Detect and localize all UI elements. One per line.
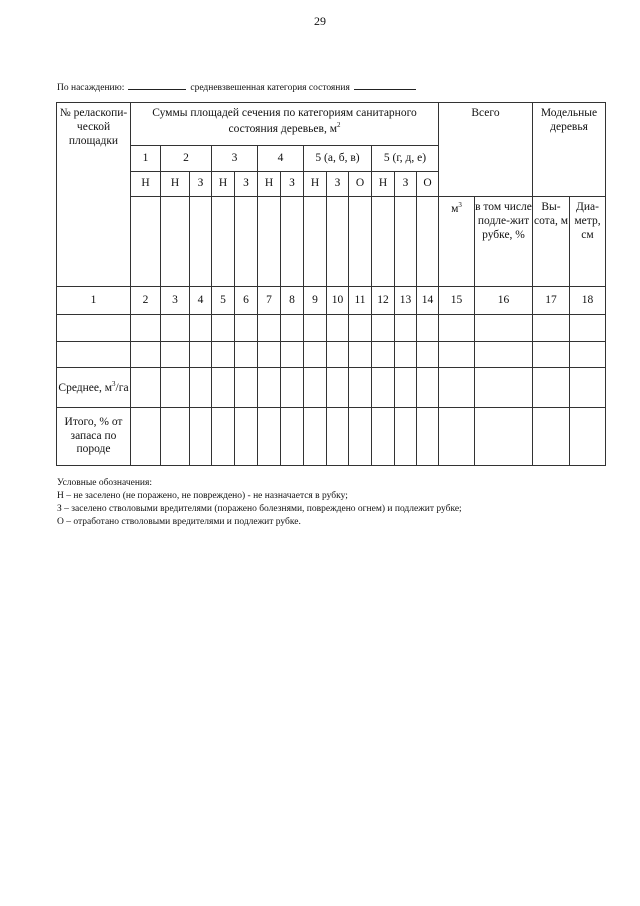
page-number: 29 — [314, 14, 326, 28]
subcode-cell: З — [395, 172, 417, 197]
data-cell — [57, 342, 131, 368]
subcode-cell: Н — [372, 172, 395, 197]
legend — [57, 477, 462, 529]
data-cell — [212, 342, 235, 368]
data-cell — [439, 408, 475, 466]
row-total: Итого, % от запаса по породе — [57, 408, 131, 466]
data-cell — [131, 368, 161, 408]
data-cell — [161, 368, 190, 408]
data-cell — [533, 408, 570, 466]
data-cell — [349, 342, 372, 368]
blank-field — [354, 81, 416, 90]
data-cell — [570, 315, 606, 342]
data-cell — [304, 408, 327, 466]
data-cell — [327, 408, 349, 466]
data-cell — [475, 368, 533, 408]
data-cell — [417, 408, 439, 466]
subcode-spacer — [349, 197, 372, 287]
col-number: 11 — [349, 287, 372, 315]
col-number: 5 — [212, 287, 235, 315]
data-cell — [304, 315, 327, 342]
col-number: 13 — [395, 287, 417, 315]
col-number: 14 — [417, 287, 439, 315]
intro-middle: средневзвешенная категория состояния — [190, 83, 350, 93]
subcode-spacer — [258, 197, 281, 287]
data-cell — [258, 342, 281, 368]
header-model-trees: Модельные деревья — [533, 103, 606, 197]
data-cell — [533, 315, 570, 342]
category-cell: 2 — [161, 146, 212, 172]
subcode-spacer — [395, 197, 417, 287]
col-number: 2 — [131, 287, 161, 315]
subcode-spacer — [304, 197, 327, 287]
data-cell — [439, 368, 475, 408]
data-cell — [475, 342, 533, 368]
data-cell — [395, 408, 417, 466]
col-number: 1 — [57, 287, 131, 315]
data-cell — [475, 408, 533, 466]
data-cell — [235, 368, 258, 408]
data-cell — [372, 408, 395, 466]
data-cell — [131, 408, 161, 466]
header-plot-number: № реласкопи-ческой площадки — [57, 103, 131, 287]
subcode-spacer — [281, 197, 304, 287]
blank-field — [128, 81, 186, 90]
subcode-spacer — [235, 197, 258, 287]
data-cell — [161, 315, 190, 342]
subcode-spacer — [161, 197, 190, 287]
subcode-cell: Н — [131, 172, 161, 197]
category-cell: 5 (г, д, е) — [372, 146, 439, 172]
row-average — [57, 368, 131, 408]
data-cell — [258, 315, 281, 342]
col-number: 12 — [372, 287, 395, 315]
header-m3-text: м — [451, 202, 459, 215]
data-cell — [281, 408, 304, 466]
col-number: 8 — [281, 287, 304, 315]
data-cell — [395, 315, 417, 342]
col-number: 7 — [258, 287, 281, 315]
subcode-cell: О — [349, 172, 372, 197]
category-cell: 4 — [258, 146, 304, 172]
col-number: 16 — [475, 287, 533, 315]
header-total: Всего — [439, 103, 533, 197]
subcode-cell: Н — [161, 172, 190, 197]
subcode-cell: З — [190, 172, 212, 197]
data-cell — [281, 342, 304, 368]
col-number: 18 — [570, 287, 606, 315]
row-average-text: Среднее, м — [58, 381, 113, 394]
category-cell: 5 (а, б, в) — [304, 146, 372, 172]
data-cell — [161, 342, 190, 368]
data-cell — [258, 408, 281, 466]
data-cell — [395, 368, 417, 408]
intro-prefix: По насаждению: — [57, 83, 125, 93]
data-cell — [439, 315, 475, 342]
data-cell — [372, 315, 395, 342]
data-cell — [395, 342, 417, 368]
data-cell — [57, 315, 131, 342]
legend-title: Условные обозначения: — [57, 478, 153, 488]
col-number: 9 — [304, 287, 327, 315]
data-cell — [327, 368, 349, 408]
data-cell — [161, 408, 190, 466]
subcode-cell: З — [235, 172, 258, 197]
subcode-spacer — [327, 197, 349, 287]
header-sums — [131, 103, 439, 146]
intro-line — [57, 81, 416, 93]
data-cell — [304, 342, 327, 368]
header-height: Вы-сота, м — [533, 197, 570, 287]
data-cell — [570, 342, 606, 368]
subcode-spacer — [417, 197, 439, 287]
data-cell — [570, 408, 606, 466]
subcode-spacer — [190, 197, 212, 287]
col-number: 4 — [190, 287, 212, 315]
header-m3 — [439, 197, 475, 287]
data-cell — [533, 368, 570, 408]
col-number: 3 — [161, 287, 190, 315]
subcode-cell: Н — [212, 172, 235, 197]
data-cell — [235, 408, 258, 466]
data-cell — [417, 315, 439, 342]
subcode-cell: З — [281, 172, 304, 197]
legend-item: О – отработано стволовыми вредителями и подлежит рубке. — [57, 517, 301, 528]
col-number: 10 — [327, 287, 349, 315]
data-cell — [212, 368, 235, 408]
row-average-sup: 3 — [112, 379, 116, 388]
data-cell — [190, 368, 212, 408]
col-number: 15 — [439, 287, 475, 315]
data-cell — [190, 408, 212, 466]
subcode-cell: З — [327, 172, 349, 197]
category-cell: 1 — [131, 146, 161, 172]
data-cell — [131, 342, 161, 368]
data-cell — [212, 315, 235, 342]
data-cell — [281, 315, 304, 342]
data-cell — [235, 342, 258, 368]
col-number: 6 — [235, 287, 258, 315]
data-cell — [258, 368, 281, 408]
legend-item: З – заселено стволовыми вредителями (поражено болезнями, повреждено огнем) и подлежит рубке; — [57, 504, 462, 515]
header-sums-text: Суммы площадей сечения по категориям санитарного состояния деревьев, м — [152, 107, 417, 135]
data-cell — [190, 315, 212, 342]
data-cell — [281, 368, 304, 408]
data-cell — [417, 368, 439, 408]
data-cell — [417, 342, 439, 368]
data-cell — [327, 315, 349, 342]
col-number: 17 — [533, 287, 570, 315]
data-cell — [349, 408, 372, 466]
category-cell: 3 — [212, 146, 258, 172]
data-cell — [235, 315, 258, 342]
subcode-cell: Н — [304, 172, 327, 197]
data-cell — [349, 315, 372, 342]
data-cell — [439, 342, 475, 368]
data-cell — [570, 368, 606, 408]
subcode-spacer — [212, 197, 235, 287]
subcode-cell: Н — [258, 172, 281, 197]
data-cell — [475, 315, 533, 342]
header-diameter: Диа-метр, см — [570, 197, 606, 287]
data-cell — [131, 315, 161, 342]
subcode-spacer — [372, 197, 395, 287]
data-cell — [304, 368, 327, 408]
data-table — [56, 102, 606, 466]
header-sums-sup: 2 — [336, 120, 341, 129]
subcode-spacer — [131, 197, 161, 287]
header-incl-felling: в том числе подле-жит рубке, % — [475, 197, 533, 287]
data-cell — [190, 342, 212, 368]
legend-item: Н – не заселено (не поражено, не повреждено) - не назначается в рубку; — [57, 491, 348, 502]
data-cell — [349, 368, 372, 408]
data-cell — [212, 408, 235, 466]
data-cell — [533, 342, 570, 368]
data-cell — [372, 342, 395, 368]
row-average-suffix: /га — [115, 381, 129, 394]
data-cell — [372, 368, 395, 408]
header-m3-sup: 3 — [458, 201, 462, 209]
data-cell — [327, 342, 349, 368]
subcode-cell: О — [417, 172, 439, 197]
